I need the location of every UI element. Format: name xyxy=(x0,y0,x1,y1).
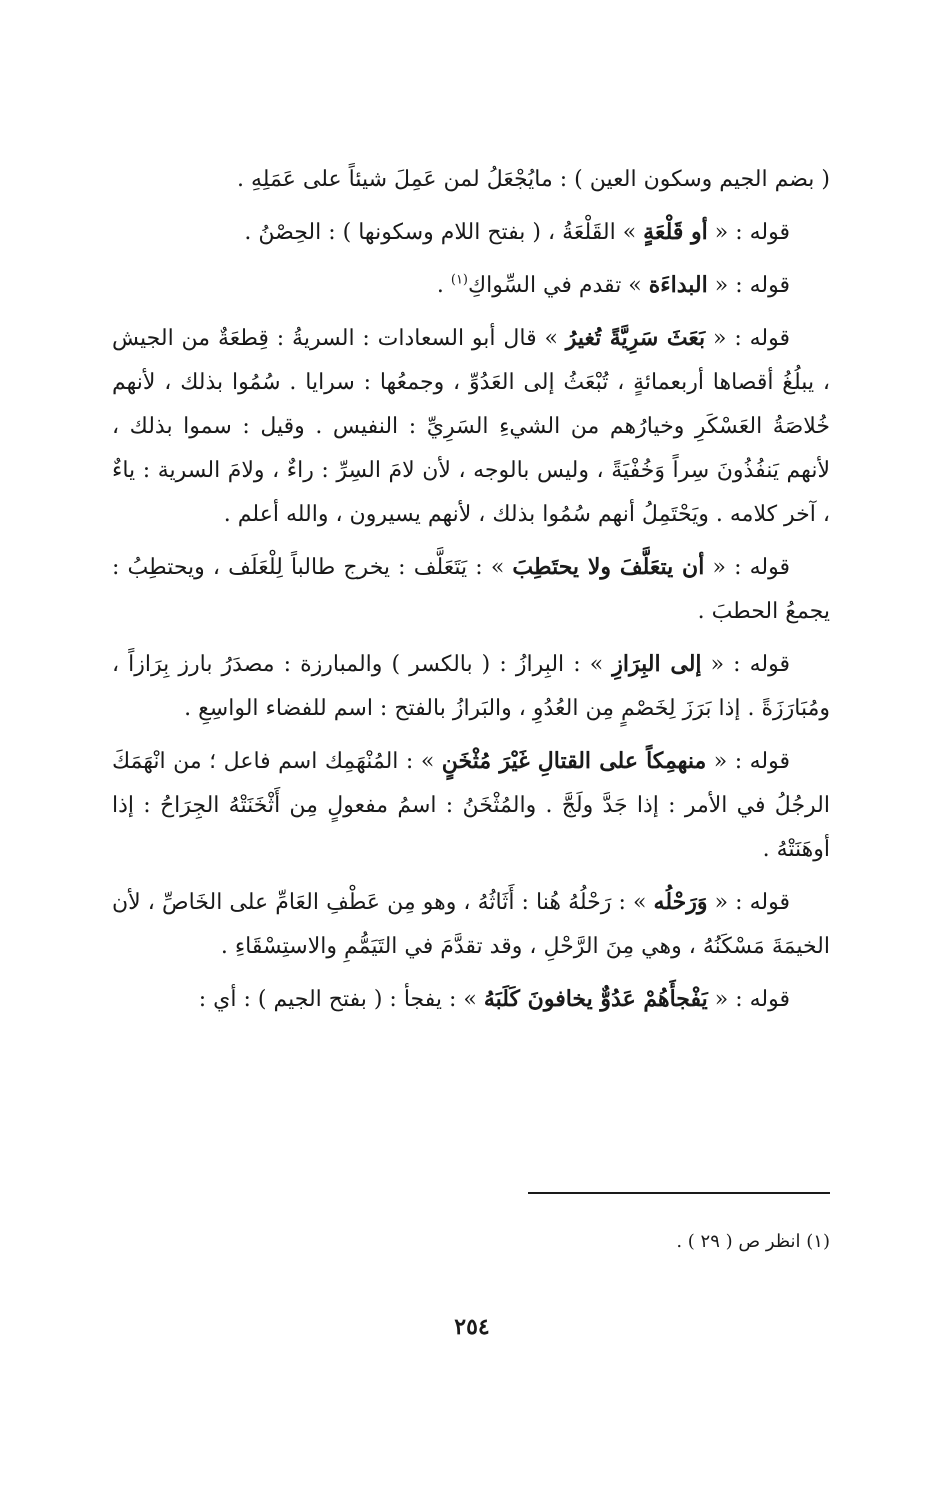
paragraph-prefix: قوله : « xyxy=(707,273,790,298)
lemma: إلى البِرَازِ xyxy=(612,651,702,677)
lemma: وَرَحْلُه xyxy=(653,889,708,915)
paragraph-7 xyxy=(112,739,830,872)
footnote-separator xyxy=(528,1192,830,1194)
paragraph-5 xyxy=(112,545,830,634)
paragraph-9 xyxy=(112,977,830,1022)
paragraph-8 xyxy=(112,880,830,969)
paragraph-prefix: قوله : « xyxy=(707,987,790,1012)
paragraph-tail: . xyxy=(436,273,451,298)
lemma: بَعَثَ سَرِيَّةً تُغيرُ xyxy=(565,325,706,351)
paragraph-body: » : البِرازُ : ( بالكسر ) والمبارزة : مصدَرُ بارز بِرَازاً ، ومُبَارَزَةً . إذا بَرَزَ لِخَصْمٍ مِن العُدُوِ ، والبَرازُ بالفتح : اسم للفضاء الواسِعِ . xyxy=(112,652,830,721)
lemma: منهمِكاً على القتالِ غَيْرَ مُثْخَنٍ xyxy=(441,748,707,774)
lemma: أن يتعَلَّفَ ولا يحتَطِبَ xyxy=(512,554,705,580)
paragraph-prefix: قوله : « xyxy=(705,326,791,351)
lemma: أو قَلْعَةٍ xyxy=(643,219,708,245)
paragraph-text: ( بضم الجيم وسكون العين ) : مايُجْعَلُ لمن عَمِلَ شيئاً على عَمَلِهِ . xyxy=(236,167,830,192)
paragraph-prefix: قوله : « xyxy=(707,220,790,245)
paragraph-prefix: قوله : « xyxy=(701,652,791,677)
paragraph-body: » : يفجأ : ( بفتح الجيم ) : أي : xyxy=(198,987,484,1012)
page-number: ٢٥٤ xyxy=(454,1314,490,1340)
paragraph-body: » : رَحْلُهُ هُنا : أَثَاثُهُ ، وهو مِن عَطْفِ العَامِّ على الخَاصِّ ، لأن الخيمَةَ مَسْكَنُهُ ، وهي مِنَ الرَّحْلِ ، وقد تقدَّمَ في التَيَمُّمِ والاستِسْقَاءِ . xyxy=(112,890,830,959)
paragraph-body: » : يَتَعَلَّف : يخرج طالباً لِلْعَلَف ، ويحتطِبُ : يجمعُ الحطبَ . xyxy=(112,555,830,624)
paragraph-body: » قال أبو السعادات : السريةُ : قِطعَةٌ من الجيش ، يبلُغُ أقصاها أربعمائةٍ ، تُبْعَثُ إلى العَدُوِّ ، وجمعُها : سرايا . سُمُوا بذلك ، لأنهم خُلاصَةُ العَسْكَرِ وخيارُهم من الشيءِ السَرِيِّ : النفيس . وقيل : سموا بذلك ، لأنهم يَنفُذُونَ سِراً وَخُفْيَةً ، وليس بالوجه ، لأن لامَ السِرِّ : راءٌ ، ولامَ السرية : ياءٌ ، آخر كلامه . ويَحْتَمِلُ أنهم سُمُوا بذلك ، لأنهم يسيرون ، والله أعلم . xyxy=(112,326,830,527)
paragraph-prefix: قوله : « xyxy=(704,555,790,580)
main-text xyxy=(112,158,830,1030)
paragraph-1 xyxy=(112,158,830,202)
lemma: يَفْجأَهُمْ عَدُوٌّ يخافونَ كَلَبَهُ xyxy=(483,986,708,1012)
paragraph-3 xyxy=(112,263,830,308)
paragraph-body: » القَلْعَةُ ، ( بفتح اللام وسكونها ) : الحِصْنُ . xyxy=(244,220,644,245)
paragraph-6 xyxy=(112,642,830,731)
paragraph-prefix: قوله : « xyxy=(706,749,790,774)
footnote: (١) انظر ص ( ٢٩ ) . xyxy=(676,1231,830,1252)
paragraph-body: » تقدم في السِّواكِ xyxy=(468,273,649,298)
paragraph-body: » : المُنْهَمِك اسم فاعل ؛ من انْهَمَكَ الرجُلُ في الأمر : إذا جَدَّ ولَجَّ . والمُثْخَنُ : اسمُ مفعولٍ مِن أَثْخَنَتْهُ الجِرَاحُ : إذا أوهَنَتْهُ . xyxy=(112,749,830,862)
lemma: البداءَة xyxy=(648,272,708,298)
footnote-reference: (١) xyxy=(450,272,468,288)
paragraph-2 xyxy=(112,210,830,255)
paragraph-4 xyxy=(112,316,830,537)
paragraph-prefix: قوله : « xyxy=(707,890,791,915)
